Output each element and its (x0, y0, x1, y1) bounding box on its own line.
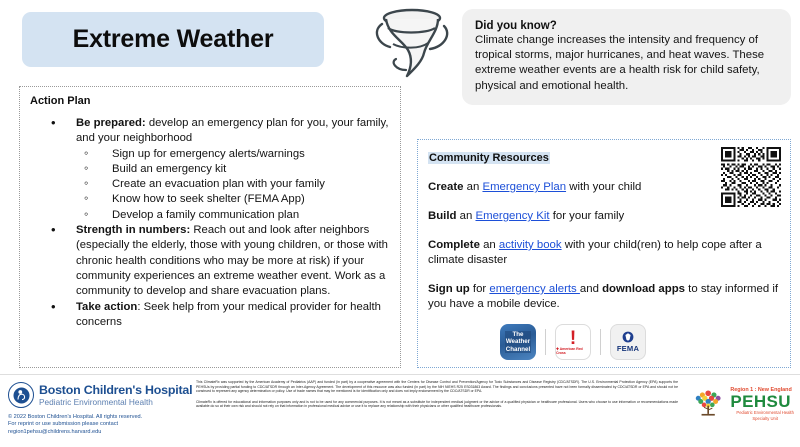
copyright-line-1: © 2022 Boston Children's Hospital. All rights reserved. (8, 414, 143, 420)
resource-text-post: and (579, 283, 603, 295)
tornado-icon (366, 4, 458, 82)
emergency-plan-link[interactable]: Emergency Plan (482, 181, 567, 193)
resource-text-post: with your child(ren) to help cope after a climate disaster (428, 239, 762, 266)
pehsu-logo (690, 382, 800, 426)
pehsu-tree-icon (690, 382, 726, 426)
action-plan-item-lead: Take action (76, 300, 138, 313)
action-plan-sublist (76, 147, 392, 223)
resource-action-label: Build (428, 210, 457, 222)
pehsu-text-block (730, 387, 800, 421)
action-plan-title: Action Plan (30, 95, 91, 107)
resource-text-post2: to stay informed if you have a mobile device. (428, 283, 779, 310)
qr-code[interactable] (721, 147, 781, 207)
pehsu-acronym: PEHSU (730, 392, 791, 412)
resource-text-pre: an (456, 210, 476, 222)
action-plan-item (30, 116, 392, 223)
dhs-seal-icon (621, 331, 635, 344)
action-plan-item-lead: Strength in numbers: (76, 224, 191, 237)
medical-disclaimer: ClimateRx is offered for educational and information purposes only and is not to be used for any commercial purposes. It is not meant as a substitute for independent medical judgment or the advice of a qualified physician or healthcare professional. Users who choose to use information or recommendations made available do so at their own risk and should not rely on that information in professional medical advice or use it to replace any relationship with their physicians or other qualified healthcare professionals. (196, 399, 678, 409)
action-plan-panel (19, 86, 401, 368)
action-plan-item-lead: Be prepared: (76, 117, 146, 129)
action-plan-item-text: Reach out and look after neighbors (especially the elderly, those with young children, or those with chronic health conditions who may be more at risk) if your community experiences an extreme weather event. Work as a community to develop and share evacuation plans. (76, 224, 388, 298)
action-plan-subitem: ◦ Build an emergency kit (76, 162, 392, 177)
boston-childrens-hospital-logo (8, 382, 192, 408)
activity-book-link[interactable]: activity book (498, 239, 562, 251)
download-apps-label: download apps (602, 283, 685, 295)
bch-seal-icon (8, 382, 34, 408)
icon-divider (545, 329, 546, 355)
action-plan-item-text: : Seek help from your medical provider for health concerns (76, 300, 381, 328)
resource-action-label: Create (428, 181, 464, 193)
resource-text-post: with your child (566, 181, 642, 193)
fema-app-icon[interactable] (610, 324, 646, 360)
footer-divider (0, 374, 800, 375)
action-plan-item (30, 223, 392, 299)
action-plan-list (30, 116, 392, 330)
copyright-line-2: For reprint or use submission please contact (8, 421, 119, 428)
bch-name: Boston Children's Hospital (39, 382, 193, 397)
app-icon-row (500, 324, 646, 360)
disclaimer-block (196, 380, 678, 409)
community-resources-panel (417, 139, 791, 368)
community-resources-title: Community Resources (429, 152, 549, 164)
pehsu-region: Region 1 : New England (730, 387, 792, 394)
resource-action-label: Sign up (428, 283, 470, 295)
fema-label: FEMA (616, 344, 640, 353)
contact-email[interactable]: region1pehsu@childrens.harvard.edu (8, 428, 102, 435)
resource-text-pre: for (469, 283, 490, 295)
page-title-banner (22, 12, 324, 67)
exclamation-icon: ! (569, 327, 577, 349)
resource-action-label: Complete (428, 239, 480, 251)
did-you-know-heading: Did you know? (475, 20, 557, 32)
emergency-kit-link[interactable]: Emergency Kit (475, 210, 550, 222)
action-plan-subitem: ◦ Sign up for emergency alerts/warnings (76, 147, 392, 162)
american-red-cross-app-icon[interactable] (555, 324, 591, 360)
funding-disclaimer: This ClimateRx was supported by the American Academy of Pediatrics (AAP) and funded (in part) by a cooperative agreement with the Centers for Disease Control and Prevention/Agency for Toxic Substances and Disease Registry (CDC/ATSDR). The U.S. Environmental Protection Agency (EPA) supports the PEHSUs by providing partial funding to CDC/ATSDR through an Inter-Agency Agreement. The development of this resource was also funded (in part) by the NIH NIEHS R25 ES031863 Award. The findings and conclusions presented have not been formally disseminated by CDC/ATSDR or EPA and should not be construed to represent any agency determination or policy. Use of trade names that may be mentioned is for identification only and does not imply endorsement by the CDC/ATSDR or EPA. (196, 380, 678, 394)
resource-line-emergency-kit (428, 209, 780, 224)
resource-text-pre: an (479, 239, 499, 251)
page-title: Extreme Weather (72, 25, 274, 53)
pehsu-subtitle: Pediatric Environmental Health Specialty Unit (736, 410, 794, 421)
action-plan-item (30, 300, 392, 331)
red-cross-label: ✚ American Red Cross (556, 346, 583, 355)
did-you-know-body: Climate change increases the intensity and frequency of tropical storms, major hurricanes, and heat waves. These extreme weather events are a health risk for child safety, physical and emotional health. (475, 34, 765, 92)
resource-line-emergency-alerts (428, 282, 780, 312)
action-plan-item-text: develop an emergency plan for you, your family, and your neighborhood (76, 117, 389, 145)
action-plan-subitem: ◦ Create an evacuation plan with your family (76, 177, 392, 192)
emergency-alerts-link[interactable]: emergency alerts (489, 283, 580, 295)
resource-text-post: for your family (549, 210, 625, 222)
resource-line-activity-book (428, 238, 780, 268)
bch-subtitle: Pediatric Environmental Health (39, 396, 153, 407)
action-plan-subitem: ◦ Develop a family communication plan (76, 208, 392, 223)
weather-channel-label: The Weather Channel (505, 330, 531, 353)
resource-text-pre: an (463, 181, 483, 193)
did-you-know-callout (462, 9, 791, 105)
icon-divider (600, 329, 601, 355)
action-plan-subitem: ◦ Know how to seek shelter (FEMA App) (76, 192, 392, 207)
the-weather-channel-app-icon[interactable] (500, 324, 536, 360)
copyright-block (8, 414, 188, 436)
